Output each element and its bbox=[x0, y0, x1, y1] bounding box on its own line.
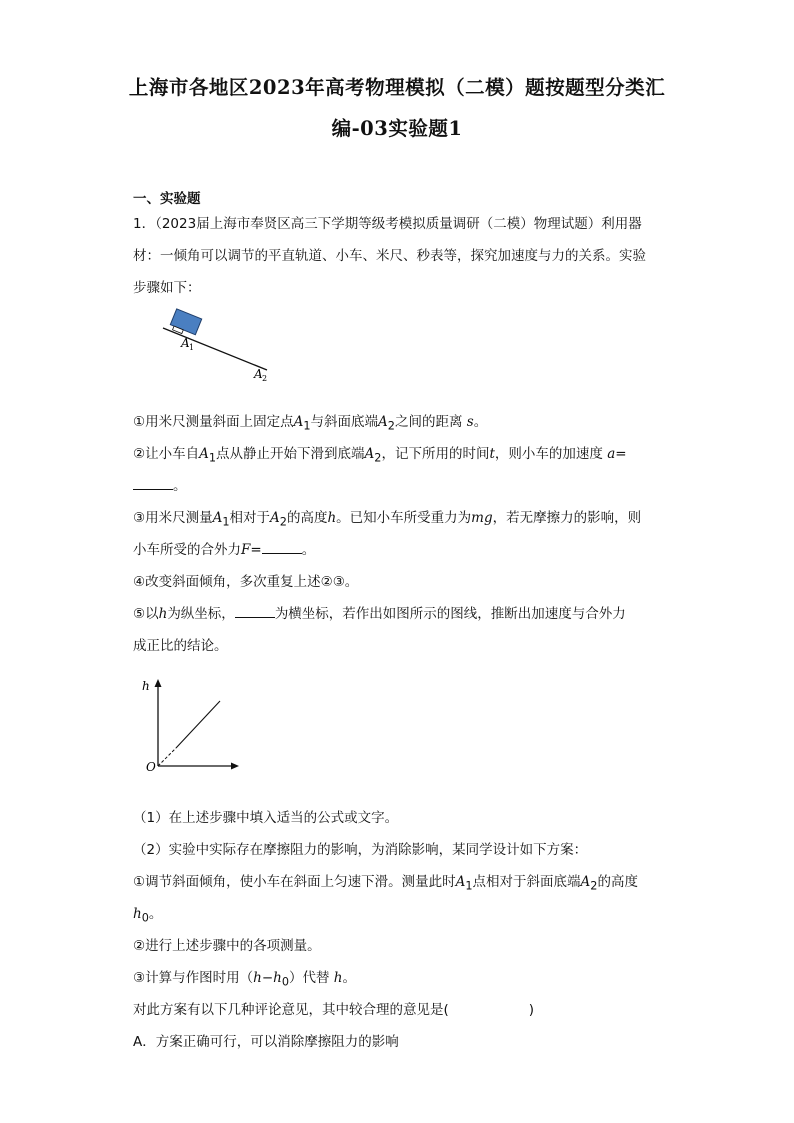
step-5-line2: 成正比的结论。 bbox=[133, 638, 228, 654]
document-title-line1: 上海市各地区2023年高考物理模拟（二模）题按题型分类汇 bbox=[128, 76, 666, 99]
plan-2: ②进行上述步骤中的各项测量。 bbox=[133, 938, 321, 954]
option-a[interactable]: A．方案正确可行，可以消除摩擦阻力的影响 bbox=[133, 1034, 399, 1050]
question-stem-line1: 1．（2023届上海市奉贤区高三下学期等级考模拟质量调研（二模）物理试题）利用器 bbox=[133, 216, 642, 232]
x-axis-arrow bbox=[231, 763, 239, 770]
step-2: ②让小车自$A_1$点从静止开始下滑到底端$A_2$，记下所用的时间t，则小车的加速度 a= bbox=[133, 446, 627, 465]
point-a2-label: A bbox=[254, 367, 263, 381]
step-3: ③用米尺测量$A_1$相对于$A_2$的高度h。已知小车所受重力为mg，若无摩擦力的影响，则 bbox=[133, 510, 642, 529]
plan-1: ①调节斜面倾角，使小车在斜面上匀速下滑。测量此时$A_1$点相对于斜面底端$A_2$的高度 bbox=[133, 874, 638, 893]
comment-prompt: 对此方案有以下几种评论意见，其中较合理的意见是( ) bbox=[133, 1002, 535, 1018]
answer-blank-x-axis[interactable] bbox=[235, 604, 275, 618]
question-stem-line3: 步骤如下： bbox=[133, 280, 201, 296]
sub-question-2: （2）实验中实际存在摩擦阻力的影响，为消除影响，某同学设计如下方案： bbox=[133, 842, 588, 858]
step-5: ⑤以h为纵坐标， 为横坐标，若作出如图所示的图线，推断出加速度与合外力 bbox=[133, 606, 626, 622]
plan-1-line2: $h_0$。 bbox=[133, 906, 163, 925]
answer-blank-acceleration[interactable] bbox=[133, 476, 173, 490]
document-title-line2: 编-03实验题1 bbox=[331, 117, 463, 140]
section-heading: 一、实验题 bbox=[133, 191, 201, 207]
incline-line bbox=[163, 328, 267, 370]
point-a2-subscript: 2 bbox=[262, 374, 268, 383]
point-a1-subscript: 1 bbox=[189, 343, 195, 352]
origin-label: O bbox=[146, 760, 156, 774]
y-axis-arrow bbox=[155, 679, 162, 687]
sub-question-1: （1）在上述步骤中填入适当的公式或文字。 bbox=[133, 810, 399, 826]
h-graph-figure bbox=[138, 676, 248, 776]
step-4: ④改变斜面倾角，多次重复上述②③。 bbox=[133, 574, 359, 590]
plan-3: ③计算与作图时用$(h-h_0)$代替 h。 bbox=[133, 970, 356, 989]
step-2-answer-line: 。 bbox=[133, 474, 187, 494]
cart-block bbox=[169, 309, 202, 339]
y-axis-label: h bbox=[142, 679, 150, 693]
question-stem-line2: 材：一倾角可以调节的平直轨道、小车、米尺、秒表等，探究加速度与力的关系。实验 bbox=[133, 248, 646, 264]
incline-figure bbox=[155, 305, 285, 387]
answer-blank-force[interactable] bbox=[262, 540, 302, 554]
dashed-extension bbox=[158, 748, 176, 766]
step-1: ①用米尺测量斜面上固定点$A_1$与斜面底端$A_2$之间的距离 s。 bbox=[133, 414, 488, 433]
point-a1-label: A bbox=[181, 336, 190, 350]
data-line bbox=[176, 701, 220, 748]
step-3-line2: 小车所受的合外力F= 。 bbox=[133, 542, 316, 558]
